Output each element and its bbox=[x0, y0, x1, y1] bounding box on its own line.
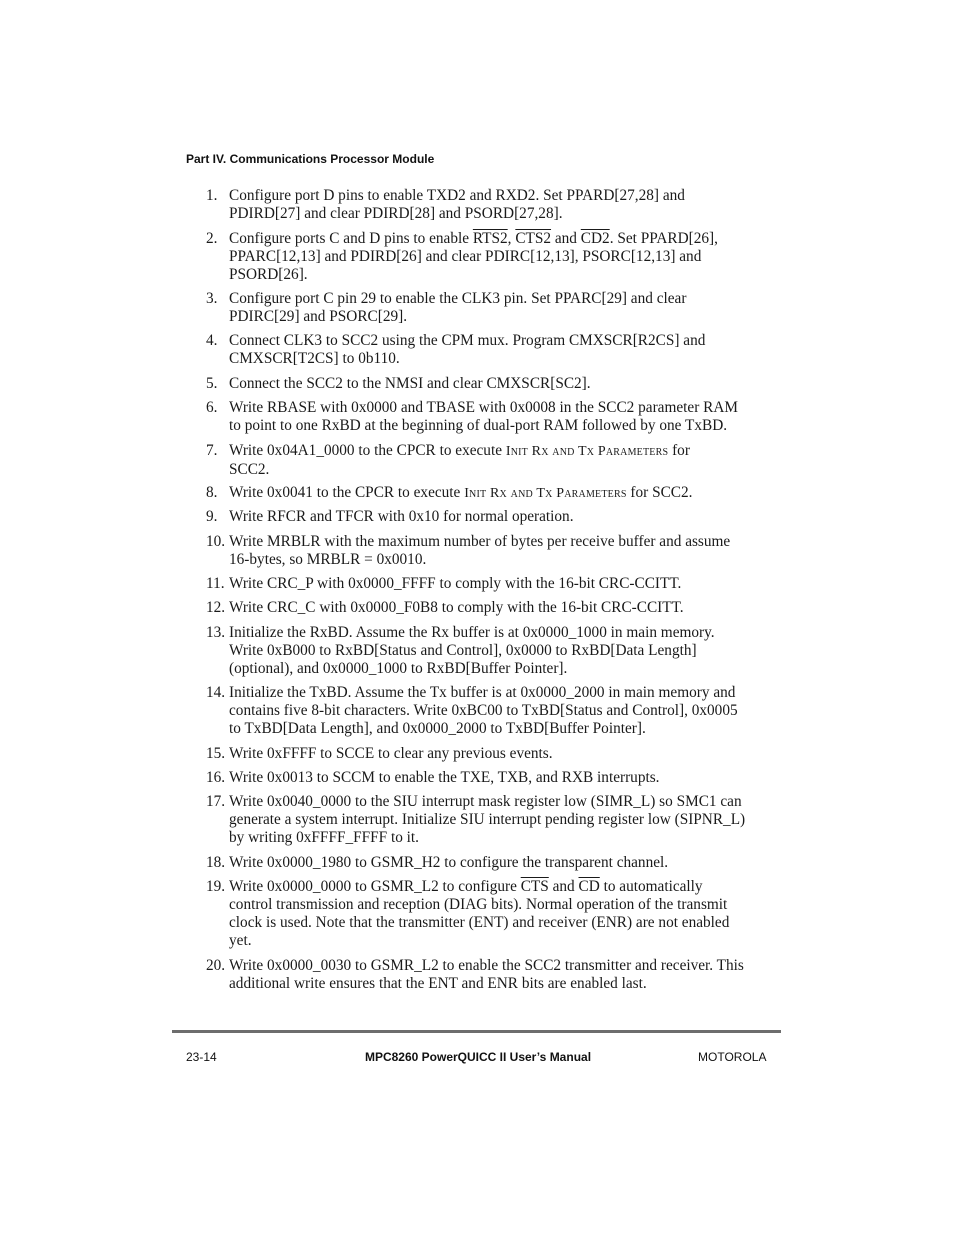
step-text-part: Write 0x0000_0000 to GSMR_L2 to configure bbox=[229, 878, 521, 895]
step-text-part: , bbox=[507, 230, 516, 247]
step-text-part: and bbox=[551, 230, 581, 247]
step-text: Connect the SCC2 to the NMSI and clear CMXSCR[SC2]. bbox=[229, 375, 591, 392]
step-text-part: to automatically control transmission and reception (DIAG bits). Normal operation of the transmit clock is used. Note that the transmitter (ENT) and receiver (ENR) are not enabled yet. bbox=[229, 878, 730, 949]
active-low-signal: RTS2 bbox=[472, 230, 508, 247]
step-text: Write RBASE with 0x0000 and TBASE with 0x0008 in the SCC2 parameter RAM to point to one RxBD at the beginning of dual-port RAM followed by one TxBD. bbox=[229, 399, 738, 434]
step-text: Configure port C pin 29 to enable the CLK3 pin. Set PPARC[29] and clear PDIRC[29] and PSORC[29]. bbox=[229, 290, 687, 325]
running-head: Part IV. Communications Processor Module bbox=[186, 152, 435, 166]
step-number: 10. bbox=[206, 533, 226, 550]
step-text-part: for SCC2. bbox=[229, 442, 690, 478]
step-number: 5. bbox=[206, 375, 218, 392]
step-text: Initialize the RxBD. Assume the Rx buffer is at 0x0000_1000 in main memory. Write 0xB000 to RxBD[Status and Control], 0x0000 to RxBD[Data Length] (optional), and 0x0000_1000 to RxBD[Buffer Pointer]. bbox=[229, 624, 715, 677]
step-text: Write 0xFFFF to SCCE to clear any previous events. bbox=[229, 745, 553, 762]
step-number: 16. bbox=[206, 769, 226, 786]
step-text-part: for SCC2. bbox=[626, 484, 693, 501]
step-text: Write MRBLR with the maximum number of bytes per receive buffer and assume 16-bytes, so MRBLR = 0x0010. bbox=[229, 533, 731, 568]
step-number: 12. bbox=[206, 599, 226, 616]
step-number: 6. bbox=[206, 399, 218, 416]
step-number: 3. bbox=[206, 290, 218, 307]
manual-title: MPC8260 PowerQUICC II User’s Manual bbox=[364, 1050, 592, 1064]
active-low-signal: CD2 bbox=[580, 230, 610, 247]
command-name: Init Rx and Tx Parameters bbox=[505, 444, 669, 459]
footer-divider bbox=[172, 1030, 781, 1033]
active-low-signal: $\overline{CTS}$ bbox=[520, 878, 549, 895]
step-text: Write CRC_C with 0x0000_F0B8 to comply with the 16-bit CRC-CCITT. bbox=[229, 599, 684, 616]
step-text-part: Write 0x04A1_0000 to the CPCR to execute bbox=[229, 442, 506, 459]
step-text-part: and bbox=[548, 878, 579, 895]
step-number: 4. bbox=[206, 332, 218, 349]
step-number: 17. bbox=[206, 793, 226, 810]
step-number: 9. bbox=[206, 508, 218, 525]
step-text: Configure port D pins to enable TXD2 and RXD2. Set PPARD[27,28] and PDIRD[27] and clear PDIRD[28] and PSORD[27,28]. bbox=[229, 187, 685, 222]
step-number: 18. bbox=[206, 854, 226, 871]
step-text-part: Configure ports C and D pins to enable bbox=[229, 230, 473, 247]
step-text bbox=[229, 484, 769, 503]
step-text: Write 0x0040_0000 to the SIU interrupt mask register low (SIMR_L) so SMC1 can generate a system interrupt. Initialize SIU interrupt pending register low (SIPNR_L) by writing 0xFFFF_FFFF to it. bbox=[229, 793, 746, 846]
step-number: 14. bbox=[206, 684, 226, 701]
step-number: 13. bbox=[206, 624, 226, 641]
step-number: 19. bbox=[206, 878, 226, 895]
step-number: 1. bbox=[206, 187, 218, 204]
step-text-part: . Set PPARD[26], PPARC[12,13] and PDIRD[26] and clear PDIRC[12,13], PSORC[12,13] and PSORD[26]. bbox=[229, 230, 718, 283]
step-text: Write RFCR and TFCR with 0x10 for normal operation. bbox=[229, 508, 574, 525]
step-text: Write 0x0013 to SCCM to enable the TXE, TXB, and RXB interrupts. bbox=[229, 769, 660, 786]
step-text-part: Write 0x0041 to the CPCR to execute bbox=[229, 484, 465, 501]
step-number: 15. bbox=[206, 745, 226, 762]
step-text: Write 0x0000_0030 to GSMR_L2 to enable the SCC2 transmitter and receiver. This additional write ensures that the ENT and ENR bits are enabled last. bbox=[229, 957, 744, 992]
active-low-signal: CTS2 bbox=[515, 230, 552, 247]
step-text bbox=[229, 442, 769, 479]
step-number: 2. bbox=[206, 230, 218, 247]
publisher-name: MOTOROLA bbox=[698, 1050, 767, 1064]
step-text: Write CRC_P with 0x0000_FFFF to comply with the 16-bit CRC-CCITT. bbox=[229, 575, 682, 592]
step-number: 20. bbox=[206, 957, 226, 974]
active-low-signal: $\overline{CD}$ bbox=[578, 878, 600, 895]
step-text: Initialize the TxBD. Assume the Tx buffer is at 0x0000_2000 in main memory and contains five 8-bit characters. Write 0xBC00 to TxBD[Status and Control], 0x0005 to TxBD[Data Length], and 0x0000_2000 to TxBD[Buffer Pointer]. bbox=[229, 684, 738, 737]
step-text: Connect CLK3 to SCC2 using the CPM mux. Program CMXSCR[R2CS] and CMXSCR[T2CS] to 0b110. bbox=[229, 332, 706, 367]
step-text bbox=[229, 878, 769, 950]
command-name: Init Rx and Tx Parameters bbox=[464, 486, 627, 501]
step-text: Write 0x0000_1980 to GSMR_H2 to configure the transparent channel. bbox=[229, 854, 669, 871]
page-number: 23-14 bbox=[186, 1050, 217, 1064]
step-number: 11. bbox=[206, 575, 225, 592]
step-number: 7. bbox=[206, 442, 218, 459]
step-text bbox=[229, 230, 769, 284]
step-number: 8. bbox=[206, 484, 218, 501]
